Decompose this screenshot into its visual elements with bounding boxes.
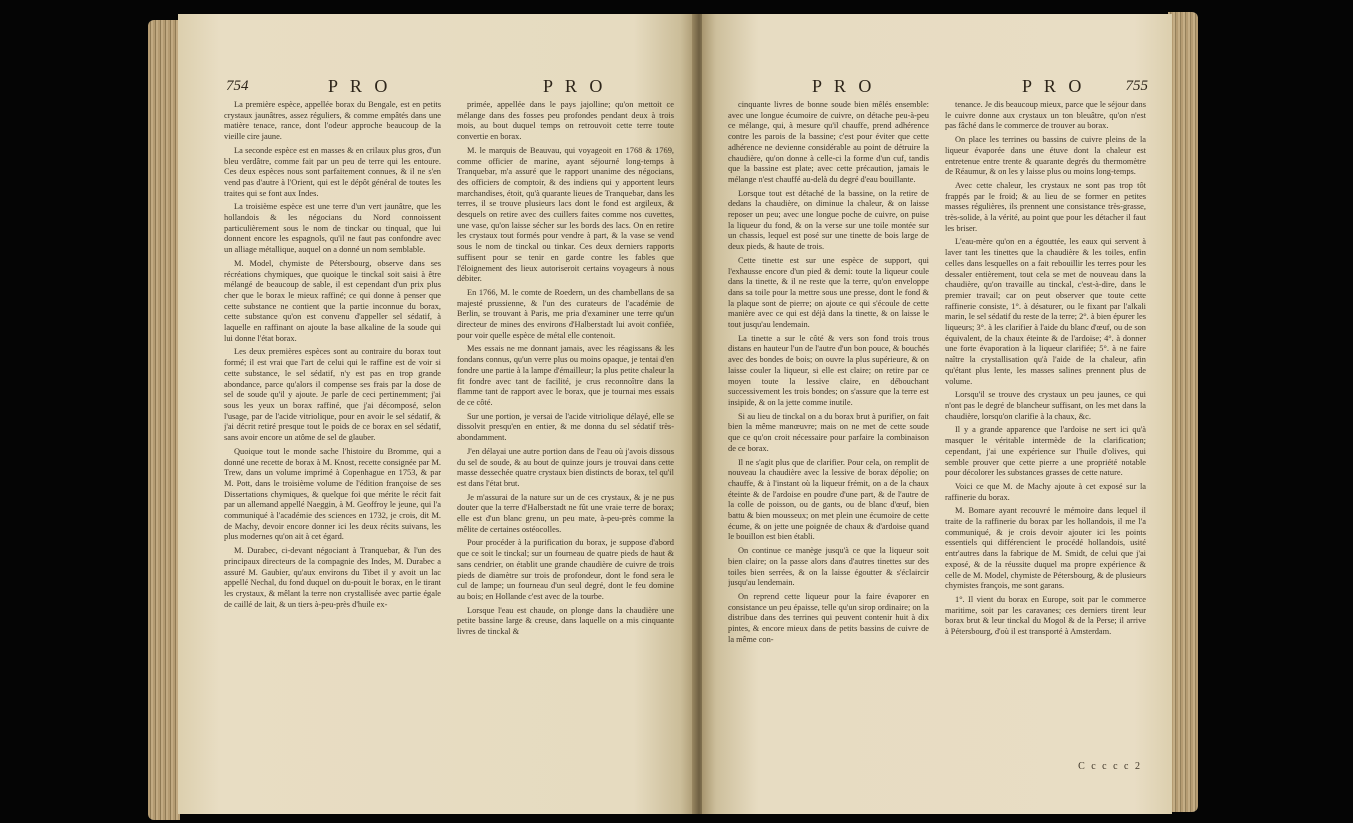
paragraph: M. le marquis de Beauvau, qui voyageoit en 1768 & 1769, comme officier de marine, ayant séjourné long-temps à Tranquebar, m'a assuré que le rapport unanime des négocians, des officiers de comptoir, & des indiens qui y apportent leurs marchandises, étoit, qu'à quarante lieues de Tranquebar, dans les terres, il se trouve plusieurs lacs dont le fond est argileux, & desquels on retire avec des cuillers faites comme nos cuvettes, une vase, qu'on laisse sécher sur les bords des lacs. On en retire les crystaux tout formés pour vendre à part, & la vase se vend sous le nom de tinckal ou tinkar. Ces deux derniers rapports suffisent pour se tenir en garde contre les fables que l'éloignement des lieux autoriseroit certains voyageurs à nous débiter. bbox=[457, 145, 674, 284]
running-head-left-col1: P R O bbox=[328, 76, 392, 96]
paragraph: Lorsque tout est détaché de la bassine, on la retire de dedans la chaudière, on diminue la chaleur, & on laisse reposer un peu; avec une longue poche de cuivre, on puise la liqueur du fond, & on la verse sur une toile montée sur un chassis, lequel est posé sur une tinette de bois large de deux pieds, & haute de trois. bbox=[728, 188, 929, 252]
paragraph: La tinette a sur le côté & vers son fond trois trous distans en hauteur l'un de l'autre d'un bon pouce, & bouchés avec des bondes de bois; on ouvre la plus supérieure, & on laisse couler la liqueur, si elle est claire; on retire par ce moyen toute la lessive claire, en débouchant successivement les trois bondes; on s'assure que la terre est insipide, & on la jette comme inutile. bbox=[728, 333, 929, 407]
paragraph: Si au lieu de tinckal on a du borax brut à purifier, on fait bien la même manœuvre; mais on ne met de cette soude que ce qu'on croit nécessaire pour parfaire la combinaison de ce borax. bbox=[728, 411, 929, 453]
paragraph: M. Durabec, ci-devant négociant à Tranquebar, & l'un des principaux directeurs de la compagnie des Indes, M. Durabec a assuré M. Gaubier, qu'aux environs du Tibet il y avoit un lac appellé Nechal, du fond duquel on du-pouit le borax, en le tirant les crystaux, & mêlant la terre non crystallisée avec partie égale de caillé de lait, & un tiers à-peu-près d'huile ex- bbox=[224, 546, 441, 609]
paragraph: Avec cette chaleur, les crystaux ne sont pas trop tôt frappés par le froid; & au lieu de se former en petites masses régulières, ils prennent une consistance très-grasse, très-solide, à la vérité, au point que pour les détacher il faut les briser. bbox=[945, 180, 1146, 233]
paragraph: Mes essais ne me donnant jamais, avec les réagissans & les fondans connus, qu'un verre plus ou moins opaque, je tentai d'en fondre une partie à la lampe d'émailleur; la plus petite chaleur la fit fondre avec tant de facilité, je crus reconnoître dans la flamme tant de rapport avec le borax, que je tournai mes essais de ce côté. bbox=[457, 344, 674, 407]
paragraph: Sur une portion, je versai de l'acide vitriolique délayé, elle se dissolvit presqu'en en entier, & me donna du sel sédatif très-abondamment. bbox=[457, 411, 674, 443]
paragraph: L'eau-mère qu'on en a égouttée, les eaux qui servent à laver tant les tinettes que la chaudière & les toiles, enfin celles dans lesquelles on a fait rebouillir les terres pour les dessaler entièrement, tout cela se met de nouveau dans la chaudière, qu'on travaille au tinckal, c'est-à-dire, dans le premier travail; car on peut observer que toute cette raffinerie consiste, 1°. à désaturer, ou le fixant par l'alkali marin, le sel sédatif du reste de la terre; 2°. à bien épurer les liqueurs; 3°. à les clarifier à l'aide du blanc d'œuf, ou de son équivalent, de la chaux éteinte & de l'ardoise; 4°. à donner une forte évaporation à la liqueur clarifiée; 5°. à ne faire naître la crystallisation qu'à l'aide de la chaleur, afin qu'étant plus lente, les masses salines prennent plus de volume. bbox=[945, 237, 1146, 386]
paragraph: On reprend cette liqueur pour la faire évaporer en consistance un peu épaisse, telle qu'un sirop ordinaire; on la distribue dans des terrines qui peuvent contenir huit à dix pintes, & encore mieux dans de petits bassins de cuivre de la même con- bbox=[728, 591, 929, 644]
right-page bbox=[702, 14, 1172, 814]
paragraph: Pour procéder à la purification du borax, je suppose d'abord que ce soit le tinckal; sur un fourneau de quatre pieds de haut & sans cendrier, on établit une grande chaudière de cuivre de trois pieds de diamètre sur trois de profondeur, dont le fond sera le cul de lampe; un fourneau d'un seul degré, dont le feu domine au bois; en Hollande c'est avec de la tourbe. bbox=[457, 538, 674, 601]
paragraph: J'en délayai une autre portion dans de l'eau où j'avois dissous du sel de soude, & au bout de quinze jours je trouvai dans cette masse dessechée quatre crystaux bien distincts de borax, tel qu'il est dans l'état brut. bbox=[457, 446, 674, 488]
paragraph: Je m'assurai de la nature sur un de ces crystaux, & je ne pus douter que la terre d'Halberstadt ne fût une vraie terre de borax; elle est d'un blanc grenu, un peu mate, à-peu-près comme la mêlite de certaines ostéocolles. bbox=[457, 492, 674, 534]
page-number-right: 755 bbox=[1125, 78, 1148, 94]
right-page-column-2 bbox=[945, 100, 1146, 780]
paragraph: La première espèce, appellée borax du Bengale, est en petits crystaux jaunâtres, assez réguliers, & comme empâtés dans une matière tenace, rance, dont l'odeur approche beaucoup de la vieille cire jaune. bbox=[224, 100, 441, 142]
paragraph: Il ne s'agit plus que de clarifier. Pour cela, on remplit de nouveau la chaudière avec la lessive de borax dépolie; on chauffe, & à l'instant où la liqueur frémit, on a de la chaux éteinte & de l'ardoise en poudre d'une part, & de l'autre de la colle de poisson, ou de gants, ou de blanc d'œuf, bien battu & bien mousseux; on met plein une écumoire de cette écume, & on jette une poignée de chaux & d'ardoise quand le bouillon est bien établi. bbox=[728, 457, 929, 542]
paragraph: En 1766, M. le comte de Roedern, un des chambellans de sa majesté prussienne, & l'un des curateurs de l'académie de Berlin, se trouvant à Paris, me pria d'examiner une terre qu'un directeur de mines des environs d'Halberstadt lui avoit confiée, pour voir quelle espèce de métal elle contenoit. bbox=[457, 287, 674, 340]
running-head-right-col1: P R O bbox=[812, 76, 876, 96]
paragraph: M. Bomare ayant recouvré le mémoire dans lequel il traite de la raffinerie du borax par les hollandois, il me l'a communiqué, & je crois devoir ajouter ici les points essentiels qui différencient le procédé hollandois, usité entr'autres dans la fabrique de M. Smidt, de celui que j'ai exposé, & de la réussite duquel ma propre expérience & celle de M. Model, chymiste de Pétersbourg, & de plusieurs chymistes françois, me sont garans. bbox=[945, 506, 1146, 591]
book-fore-edge-left bbox=[148, 20, 180, 820]
running-head-right-col2: P R O bbox=[1022, 76, 1086, 96]
left-page-column-1 bbox=[224, 100, 441, 780]
paragraph: On place les terrines ou bassins de cuivre pleins de la liqueur évaporée dans une étuve dont la chaleur est entretenue entre trente & quarante degrés du thermomètre de Réaumur, & on les y laisse plus ou moins long-temps. bbox=[945, 135, 1146, 177]
paragraph: Cette tinette est sur une espèce de support, qui l'exhausse encore d'un pied & demi: toute la liqueur coule dans la tinette, & il ne reste que la terre, qu'on enveloppe dans sa toile pour la mettre sous une presse, dont le fond & la plaque sont de pierre; on ajoute ce qui s'écoule de cette manière avec ce qui est déjà dans la tinette, & on laisse le tout jusqu'au lendemain. bbox=[728, 255, 929, 330]
running-head-left-col2: P R O bbox=[543, 76, 607, 96]
book-fore-edge-right bbox=[1168, 12, 1198, 812]
paragraph: La seconde espèce est en masses & en crilaux plus gros, d'un bleu verdâtre, comme fait par un peu de terre qui les entoure. Ces deux espèces nous sont parfaitement connues, & il ne s'en vend pas d'autre à l'Orient, qui est le dépôt général de toutes les traites qui se font aux Indes. bbox=[224, 145, 441, 198]
paragraph: primée, appellée dans le pays jajolline; qu'on mettoit ce mélange dans des fosses peu profondes pendant deux à trois mois, au bout duquel temps on retrouvoit cette terre toute convertie en borax. bbox=[457, 100, 674, 142]
paragraph: La troisième espèce est une terre d'un vert jaunâtre, que les hollandois & les négocians du Nord connoissent particulièrement sous le nom de tinckar ou tinqual, que lui donnent encore les espagnols, qu'il ne faut pas confondre avec un alliage métallique, auquel on a donné un nom semblable. bbox=[224, 202, 441, 255]
paragraph: cinquante livres de bonne soude bien mêlés ensemble: avec une longue écumoire de cuivre, on détache peu-à-peu ce mélange, qui, à mesure qu'il chauffe, prend adhérence contre les parois de la bassine; c'est pour éviter que cette adhérence ne devienne considérable au point de détruire la chaudière, qu'on donne à celle-ci la forme d'un cuf, tandis que la bassine est plate; avec cette précaution, jamais le mélange n'est chauffé au-delà du degré d'eau bouillante. bbox=[728, 100, 929, 184]
right-page-column-1 bbox=[728, 100, 929, 780]
left-page bbox=[178, 14, 696, 814]
left-page-columns bbox=[224, 100, 674, 780]
paragraph: Lorsqu'il se trouve des crystaux un peu jaunes, ce qui n'ont pas le degré de blancheur suffisant, on les met dans la chaudière, lorsqu'on clarifie à la chaux, &c. bbox=[945, 390, 1146, 421]
paragraph: Il y a grande apparence que l'ardoise ne sert ici qu'à masquer le véritable intermède de la clarification; cependant, j'ai une expérience sur l'huile d'olives, qui semble prouver que cette pierre a une propriété notable pour décolorer les substances grasses de cette nature. bbox=[945, 425, 1146, 478]
catchword: C c c c c 2 bbox=[1078, 761, 1142, 772]
left-page-column-2 bbox=[457, 100, 674, 780]
paragraph: Lorsque l'eau est chaude, on plonge dans la chaudière une petite bassine large & creuse, dans laquelle on a mis cinquante livres de tinckal & bbox=[457, 605, 674, 637]
paragraph: tenance. Je dis beaucoup mieux, parce que le séjour dans le cuivre donne aux crystaux un ton bleuâtre, qu'on n'est pas fâché dans le commerce de trouver au borax. bbox=[945, 100, 1146, 131]
paragraph: Quoique tout le monde sache l'histoire du Bromme, qui a donné une recette de borax à M. Knost, recette consignée par M. Trew, dans un volume imprimé à Copenhague en 1753, & par M. Pott, dans le troisième volume de l'édition françoise de ses Dissertations chymiques, & quelque foi que mérite le récit fait par un allemand appellé Naeggin, à M. Geoffroy le jeune, qui l'a communiqué à l'académie des sciences en 1732, je crois, dit M. de Machy, devoir encore donner ici les deux récits suivans, les plus modernes qu'on ait à cet égard. bbox=[224, 446, 441, 542]
right-page-columns bbox=[728, 100, 1146, 780]
paragraph: On continue ce manège jusqu'à ce que la liqueur soit bien claire; on la passe alors dans d'autres tinettes sur des toiles bien serrées, & on la laisse égoutter & s'éclaircir jusqu'au lendemain. bbox=[728, 546, 929, 588]
paragraph: 1°. Il vient du borax en Europe, soit par le commerce maritime, soit par les caravanes; ces derniers tirent leur borax brut & leur tinckal du Mogol & de la Perse; il arrive à Pétersbourg, d'où il est transporté à Amsterdam. bbox=[945, 594, 1146, 637]
paragraph: Les deux premières espèces sont au contraire du borax tout formé; il est vrai que l'art de celui qui le raffine est de voir si cette substance, le sel sédatif, n'y est pas en trop grande abondance, parce qu'alors il compense ses frais par la dose de sel de soude qu'il y ajoute. Je parle de ceci pertinemment; j'ai sous les yeux un borax raffiné, que j'ai décomposé, selon l'usage, par de l'acide vitriolique, pour en avoir le sel sédatif, & j'ai décrit retiré presque tout le poids de ce borax en sel sédatif, sans avoir encore un atôme de sel de glauber. bbox=[224, 347, 441, 443]
paragraph: Voici ce que M. de Machy ajoute à cet exposé sur la raffinerie du borax. bbox=[945, 481, 1146, 502]
page-number-left: 754 bbox=[226, 78, 249, 94]
paragraph: M. Model, chymiste de Pétersbourg, observe dans ses récréations chymiques, que quoique le tinckal soit saisi à être mélangé de beaucoup de sable, il est cependant d'un prix plus cher que le borax le mieux raffiné; ce qui donne à penser que cette substance ne contient que la partie inconnue du borax, cette substance qu'on est convenu d'appeller sel sédatif, à laquelle en raffinant on ajoute la base alkaline de la soude qui lui donne l'état borax. bbox=[224, 258, 441, 343]
